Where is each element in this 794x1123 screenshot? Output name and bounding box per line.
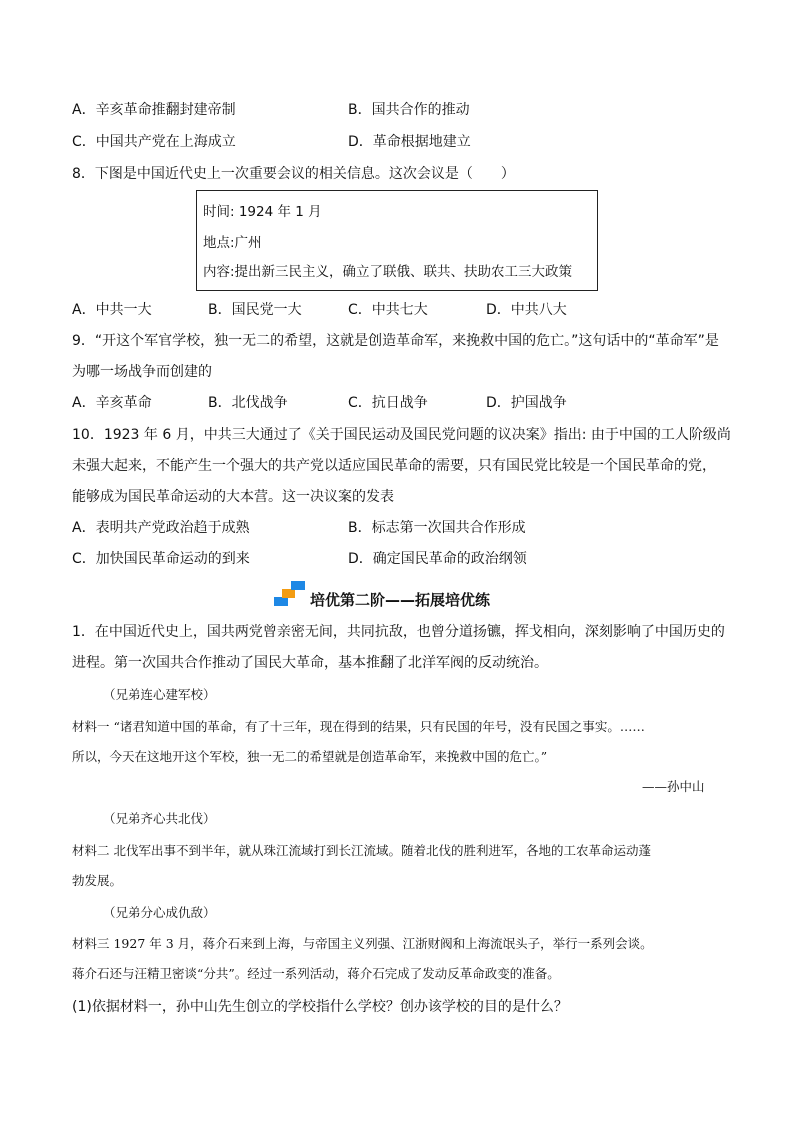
material2-line1: 材料二 北伐军出事不到半年，就从珠江流域打到长江流域。随着北伐的胜利进军，各地的工农革命运动蓬	[72, 843, 651, 858]
p1-subquestion-1: (1)依据材料一，孙中山先生创立的学校指什么学校？创办该学校的目的是什么？	[72, 999, 568, 1015]
q7-option-c: C．中国共产党在上海成立	[72, 134, 236, 150]
material2-line2: 勃发展。	[72, 873, 123, 888]
q8-info-box	[196, 190, 598, 291]
q8-box-time: 时间: 1924 年 1 月	[203, 204, 322, 220]
q9-option-c: C．抗日战争	[348, 395, 428, 411]
material1-line1: 材料一 “诸君知道中国的革命，有了十三年，现在得到的结果，只有民国的年号，没有民国之事实。……	[72, 719, 645, 734]
q8-stem: 8．下图是中国近代史上一次重要会议的相关信息。这次会议是（ ）	[72, 166, 515, 182]
q9-option-a: A．辛亥革命	[72, 395, 152, 411]
material1-heading: （兄弟连心建军校）	[103, 687, 216, 702]
q9-stem-line2: 为哪一场战争而创建的	[72, 364, 212, 380]
q9-stem-line1: 9．“开这个军官学校，独一无二的希望，这就是创造革命军，来挽救中国的危亡。”这句话中的“革命军”是	[72, 333, 719, 349]
p1-intro-line1: 1．在中国近代史上，国共两党曾亲密无间，共同抗敌，也曾分道扬镳，挥戈相向，深刻影响了中国历史的	[72, 624, 725, 640]
material3-line2: 蒋介石还与汪精卫密谈“分共”。经过一系列活动，蒋介石完成了发动反革命政变的准备。	[72, 966, 560, 981]
material1-line2: 所以，今天在这地开这个军校，独一无二的希望就是创造革命军，来挽救中国的危亡。”	[72, 749, 548, 764]
material3-heading: （兄弟分心成仇敌）	[103, 905, 216, 920]
q10-stem-line2: 未强大起来，不能产生一个强大的共产党以适应国民革命的需要，只有国民党比较是一个国民革命的党，	[72, 458, 716, 474]
section-title: 培优第二阶——拓展培优练	[310, 591, 491, 609]
q10-option-a: A．表明共产党政治趋于成熟	[72, 520, 250, 536]
q10-stem-line3: 能够成为国民革命运动的大本营。这一决议案的发表	[72, 489, 394, 505]
q8-box-place: 地点:广州	[203, 235, 262, 251]
stair-icon	[272, 580, 308, 608]
material1-source: ——孙中山	[642, 779, 705, 794]
q7-option-a: A．辛亥革命推翻封建帝制	[72, 102, 236, 118]
material3-line1: 材料三 1927 年 3 月，蒋介石来到上海，与帝国主义列强、江浙财阀和上海流氓头子，举行一系列会谈。	[72, 936, 653, 951]
q8-box-content: 内容:提出新三民主义，确立了联俄、联共、扶助农工三大政策	[203, 264, 573, 280]
p1-intro-line2: 进程。第一次国共合作推动了国民大革命，基本推翻了北洋军阀的反动统治。	[72, 655, 548, 671]
q10-option-c: C．加快国民革命运动的到来	[72, 551, 250, 567]
q9-option-b: B．北伐战争	[208, 395, 288, 411]
material2-heading: （兄弟齐心共北伐）	[103, 811, 216, 826]
q8-option-c: C．中共七大	[348, 302, 428, 318]
q9-option-d: D．护国战争	[486, 395, 567, 411]
q10-stem-line1: 10．1923 年 6 月，中共三大通过了《关于国民运动及国民党问题的议决案》指出: 由于中国的工人阶级尚	[72, 427, 731, 443]
q8-option-d: D．中共八大	[486, 302, 567, 318]
q8-option-b: B．国民党一大	[208, 302, 302, 318]
q10-option-b: B．标志第一次国共合作形成	[348, 520, 526, 536]
q10-option-d: D．确定国民革命的政治纲领	[348, 551, 527, 567]
q7-option-b: B．国共合作的推动	[348, 102, 470, 118]
q7-option-d: D．革命根据地建立	[348, 134, 471, 150]
q8-option-a: A．中共一大	[72, 302, 152, 318]
